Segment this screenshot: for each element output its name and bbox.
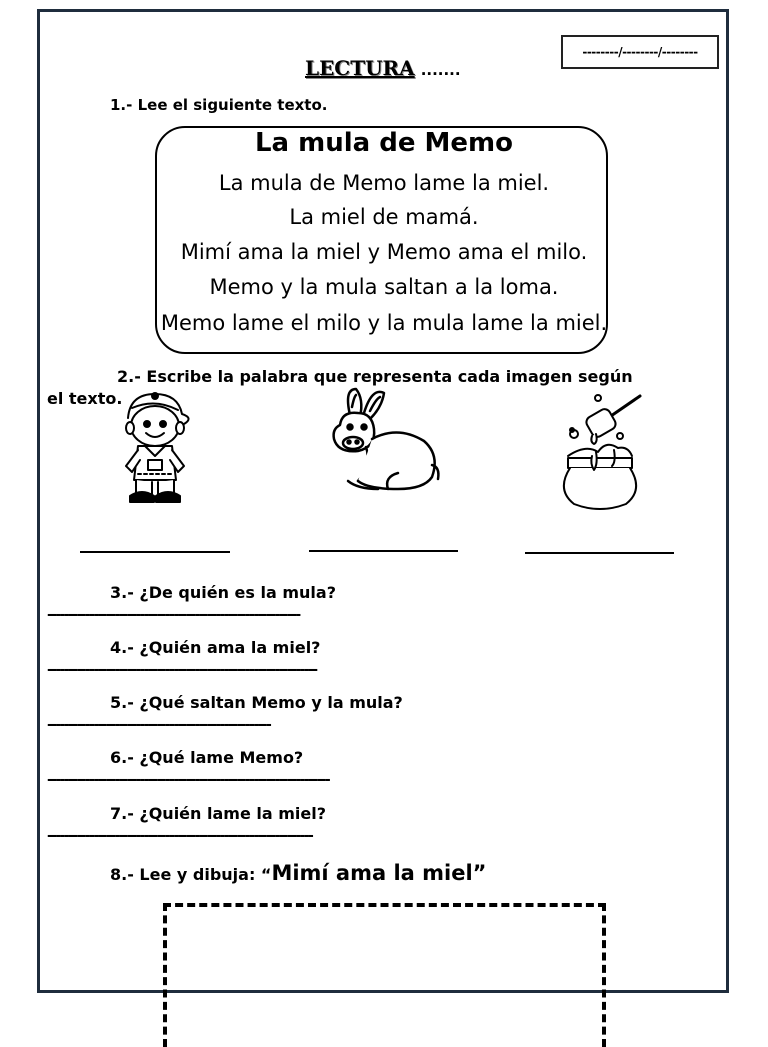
story-line: Mimí ama la miel y Memo ama el milo. — [180, 240, 588, 264]
answer-dash-line[interactable]: ---------------------------------------------------------------- — [47, 662, 317, 678]
honey-pot-image — [556, 390, 648, 514]
question-5: 5.- ¿Qué saltan Memo y la mula? — [110, 693, 403, 712]
page-title — [305, 56, 461, 80]
question-2-continued: el texto. — [47, 389, 123, 408]
answer-dash-line[interactable]: ------------------------------------------------------------ — [47, 607, 300, 623]
answer-line-boy[interactable] — [80, 551, 230, 553]
title-dots: ....... — [420, 61, 461, 79]
story-line: La miel de mamá. — [289, 205, 479, 229]
question-3: 3.- ¿De quién es la mula? — [110, 583, 336, 602]
answer-dash-line[interactable]: --------------------------------------------------------------- — [47, 828, 313, 844]
story-line: Memo y la mula saltan a la loma. — [209, 275, 559, 299]
drawing-area[interactable] — [163, 903, 606, 1047]
story-title: La mula de Memo — [254, 128, 514, 158]
boy-image — [110, 388, 200, 508]
answer-dash-line[interactable]: ----------------------------------------------------- — [47, 717, 271, 733]
question-8-phrase: Mimí ama la miel — [271, 861, 473, 885]
donkey-image — [328, 385, 443, 495]
question-2: 2.- Escribe la palabra que representa cada imagen según — [117, 367, 633, 386]
question-4: 4.- ¿Quién ama la miel? — [110, 638, 321, 657]
question-7: 7.- ¿Quién lame la miel? — [110, 804, 326, 823]
date-field[interactable]: --------/--------/-------- — [561, 35, 719, 69]
story-line: La mula de Memo lame la miel. — [218, 171, 550, 195]
question-6: 6.- ¿Qué lame Memo? — [110, 748, 304, 767]
title-text: LECTURA — [305, 56, 415, 80]
answer-line-honey[interactable] — [525, 552, 674, 554]
answer-dash-line[interactable]: ------------------------------------------------------------------- — [47, 772, 330, 788]
question-8-label: 8.- Lee y dibuja: “ — [110, 865, 272, 884]
question-8 — [110, 861, 486, 885]
question-8-close-quote: ” — [472, 861, 487, 885]
question-1: 1.- Lee el siguiente texto. — [110, 96, 328, 114]
story-line: Memo lame el milo y la mula lame la miel. — [160, 311, 608, 335]
answer-line-donkey[interactable] — [309, 550, 458, 552]
